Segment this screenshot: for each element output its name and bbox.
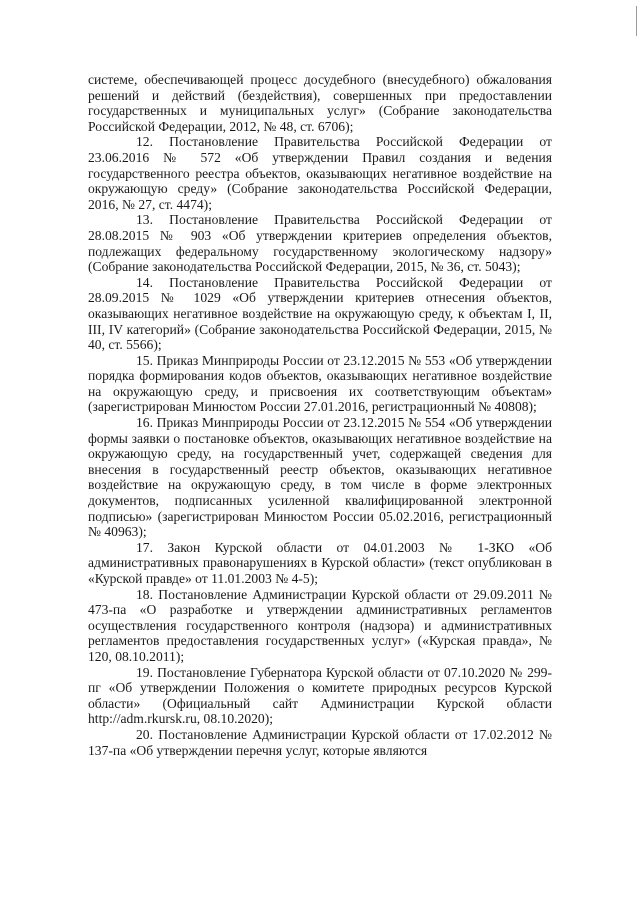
paragraph-continuation: системе, обеспечивающей процесс досудебного (внесудебного) обжалования решений и действий (бездействия), совершенных при предоставлении государственных и муниципальных услуг» (Собрание законодательства Российской Федерации, 2012, № 48, ст. 6706); [88,72,552,134]
list-item-13: 13. Постановление Правительства Российской Федерации от 28.08.2015 № 903 «Об утверждении критериев определения объектов, подлежащих федеральному государственному экологическому надзору» (Собрание законодательства Российской Федерации, 2015, № 36, ст. 5043); [88,212,552,275]
list-item-18: 18. Постановление Администрации Курской области от 29.09.2011 № 473-па «О разработке и утверждении административных регламентов осуществления государственного контроля (надзора) и административных регламентов предоставления государственных услуг» («Курская правда», № 120, 08.10.2011); [88,586,552,664]
document-body [88,72,552,758]
list-item-19: 19. Постановление Губернатора Курской области от 07.10.2020 № 299-пг «Об утверждении Положения о комитете природных ресурсов Курской области» (Официальный сайт Администрации Курской области http://adm.rkursk.ru, 08.10.2020); [88,664,552,727]
list-item-16: 16. Приказ Минприроды России от 23.12.2015 № 554 «Об утверждении формы заявки о постановке объектов, оказывающих негативное воздействие на окружающую среду, на государственный учет, содержащей сведения для внесения в государственный реестр объектов, оказывающих негативное воздействие на окружающую среду, в том числе в форме электронных документов, подписанных усиленной квалифицированной электронной подписью» (зарегистрирован Минюстом России 05.02.2016, регистрационный № 40963); [88,415,552,540]
list-item-12: 12. Постановление Правительства Российской Федерации от 23.06.2016 № 572 «Об утверждении Правил создания и ведения государственного реестра объектов, оказывающих негативное воздействие на окружающую среду» (Собрание законодательства Российской Федерации, 2016, № 27, ст. 4474); [88,134,552,212]
scan-edge-mark [636,6,637,36]
list-item-14: 14. Постановление Правительства Российской Федерации от 28.09.2015 № 1029 «Об утверждении критериев отнесения объектов, оказывающих негативное воздействие на окружающую среду, к объектам I, II, III, IV категорий» (Собрание законодательства Российской Федерации, 2015, № 40, ст. 5566); [88,274,552,353]
list-item-20: 20. Постановление Администрации Курской области от 17.02.2012 № 137-па «Об утверждении перечня услуг, которые являются [88,726,552,758]
list-item-15: 15. Приказ Минприроды России от 23.12.2015 № 553 «Об утверждении порядка формирования кодов объектов, оказывающих негативное воздействие на окружающую среду, и присвоения их соответствующим объектам» (зарегистрирован Минюстом России 27.01.2016, регистрационный № 40808); [88,352,552,415]
list-item-17: 17. Закон Курской области от 04.01.2003 № 1-ЗКО «Об административных правонарушениях в Курской области» (текст опубликован в «Курской правде» от 11.01.2003 № 4-5); [88,539,552,586]
